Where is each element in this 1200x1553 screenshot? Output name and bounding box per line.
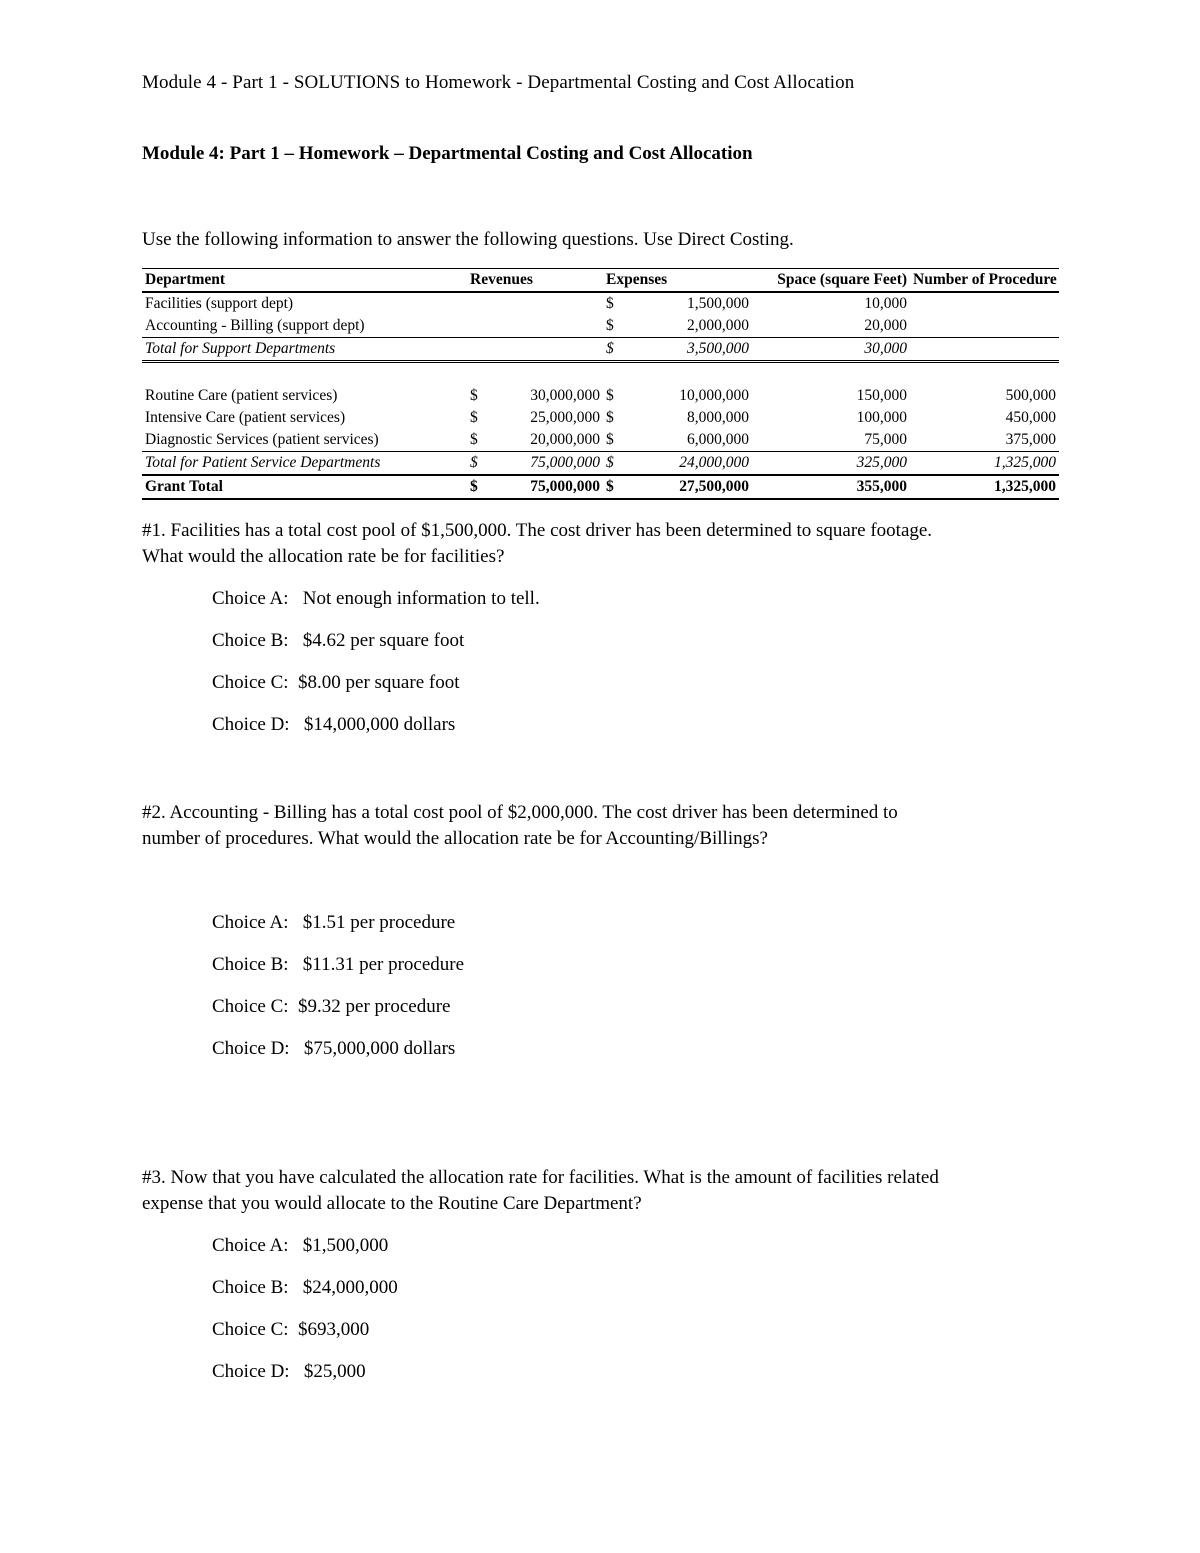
choice-text: $1,500,000: [302, 1235, 389, 1256]
choice-label: Choice B:: [212, 1277, 289, 1298]
procedures-value: 375,000: [1005, 431, 1057, 448]
choice-3d: [212, 1361, 366, 1383]
question-3: [142, 1165, 1072, 1217]
space-value: 20,000: [864, 317, 908, 334]
revenue-value: 25,000,000: [530, 409, 601, 426]
choice-label: Choice D:: [212, 1038, 290, 1059]
department-name: Facilities (support dept): [145, 295, 294, 312]
choice-label: Choice C:: [212, 1319, 289, 1340]
expense-currency: $: [606, 317, 614, 334]
department-name: Total for Patient Service Departments: [142, 452, 467, 476]
choice-label: Choice B:: [212, 954, 289, 975]
expense-value: 3,500,000: [633, 338, 752, 362]
choice-text: $1.51 per procedure: [302, 912, 456, 933]
revenue-value: 30,000,000: [530, 387, 601, 404]
column-header-department: Department: [142, 269, 467, 293]
revenue-value: [497, 292, 603, 315]
expense-currency: $: [606, 295, 614, 312]
support-total-row: [142, 338, 1059, 362]
column-header-revenues: Revenues: [467, 269, 603, 293]
choice-text: $24,000,000: [302, 1277, 398, 1298]
choice-2c: [212, 996, 451, 1018]
space-value: 325,000: [752, 452, 910, 476]
column-header-space: Space (square Feet): [752, 269, 910, 293]
revenue-currency: $: [470, 409, 478, 426]
question-2: [142, 800, 1072, 852]
expense-value: 24,000,000: [633, 452, 752, 476]
revenue-currency: $: [470, 431, 478, 448]
revenue-currency: [467, 338, 497, 362]
instructions-text: Use the following information to answer the following questions. Use Direct Costing.: [142, 229, 794, 250]
expense-currency: $: [603, 338, 633, 362]
table-row: [142, 429, 1059, 452]
question-text-line: #3. Now that you have calculated the allocation rate for facilities. What is the amount of facilities related: [142, 1167, 939, 1188]
question-text-line: expense that you would allocate to the Routine Care Department?: [142, 1193, 642, 1214]
choice-text: Not enough information to tell.: [302, 588, 540, 609]
choice-label: Choice B:: [212, 630, 289, 651]
procedures-value: [910, 292, 1059, 315]
expense-value: 27,500,000: [633, 475, 752, 499]
choice-text: $9.32 per procedure: [298, 996, 451, 1017]
procedures-value: [910, 315, 1059, 338]
expense-value: 1,500,000: [687, 295, 750, 312]
choice-text: $11.31 per procedure: [302, 954, 465, 975]
choice-text: $693,000: [298, 1319, 370, 1340]
choice-1c: [212, 672, 460, 694]
procedures-value: [910, 338, 1059, 362]
table-header-row: [142, 269, 1059, 293]
space-value: 150,000: [856, 387, 908, 404]
question-text-line: What would the allocation rate be for facilities?: [142, 546, 505, 567]
document-title: Module 4: Part 1 – Homework – Departmental Costing and Cost Allocation: [142, 143, 753, 164]
expense-currency: $: [606, 431, 614, 448]
space-value: 355,000: [752, 475, 910, 499]
spacer-row: [142, 362, 1059, 386]
choice-text: $4.62 per square foot: [302, 630, 465, 651]
department-cost-table: [142, 268, 1059, 500]
choice-2b: [212, 954, 464, 976]
choice-2a: [212, 912, 455, 934]
expense-currency: $: [606, 409, 614, 426]
column-header-procedures: Number of Procedure: [910, 269, 1059, 293]
revenue-value: [497, 338, 603, 362]
expense-value: 6,000,000: [687, 431, 750, 448]
table-row: [142, 292, 1059, 315]
procedures-value: 1,325,000: [910, 475, 1059, 499]
revenue-value: 75,000,000: [497, 475, 603, 499]
grand-total-row: [142, 475, 1059, 499]
revenue-currency: $: [470, 387, 478, 404]
question-text-line: #1. Facilities has a total cost pool of $1,500,000. The cost driver has been determined to square footage.: [142, 520, 933, 541]
choice-2d: [212, 1038, 455, 1060]
table-row: [142, 385, 1059, 407]
choice-3a: [212, 1235, 388, 1257]
expense-currency: $: [603, 452, 633, 476]
space-value: 100,000: [856, 409, 908, 426]
expense-currency: $: [606, 387, 614, 404]
revenue-value: [497, 315, 603, 338]
question-1: [142, 518, 1072, 570]
patient-total-row: [142, 452, 1059, 476]
choice-label: Choice D:: [212, 714, 290, 735]
choice-label: Choice A:: [212, 1235, 289, 1256]
choice-3b: [212, 1277, 398, 1299]
column-header-expenses: Expenses: [603, 269, 752, 293]
space-value: 75,000: [864, 431, 908, 448]
choice-label: Choice C:: [212, 672, 289, 693]
page-header: Module 4 - Part 1 - SOLUTIONS to Homework - Departmental Costing and Cost Allocation: [142, 72, 855, 93]
expense-value: 10,000,000: [679, 387, 750, 404]
revenue-value: 20,000,000: [530, 431, 601, 448]
space-value: 30,000: [752, 338, 910, 362]
choice-text: $25,000: [303, 1361, 366, 1382]
choice-1b: [212, 630, 464, 652]
expense-currency: $: [603, 475, 633, 499]
choice-label: Choice A:: [212, 912, 289, 933]
choice-1a: [212, 588, 540, 610]
expense-value: 2,000,000: [687, 317, 750, 334]
space-value: 10,000: [864, 295, 908, 312]
choice-text: $8.00 per square foot: [298, 672, 460, 693]
table-row: [142, 315, 1059, 338]
choice-label: Choice C:: [212, 996, 289, 1017]
department-name: Total for Support Departments: [142, 338, 467, 362]
question-text-line: number of procedures. What would the allocation rate be for Accounting/Billings?: [142, 828, 768, 849]
choice-3c: [212, 1319, 369, 1341]
expense-value: 8,000,000: [687, 409, 750, 426]
department-name: Intensive Care (patient services): [145, 409, 346, 426]
department-name: Grant Total: [142, 475, 467, 499]
choice-label: Choice A:: [212, 588, 289, 609]
revenue-value: 75,000,000: [497, 452, 603, 476]
revenue-currency: $: [467, 475, 497, 499]
question-text-line: #2. Accounting - Billing has a total cost pool of $2,000,000. The cost driver has been determined to: [142, 802, 898, 823]
revenue-currency: $: [467, 452, 497, 476]
revenue-currency: [467, 292, 497, 315]
choice-1d: [212, 714, 455, 736]
department-name: Routine Care (patient services): [145, 387, 338, 404]
procedures-value: 1,325,000: [910, 452, 1059, 476]
revenue-currency: [467, 315, 497, 338]
department-name: Accounting - Billing (support dept): [145, 317, 365, 334]
procedures-value: 500,000: [1005, 387, 1057, 404]
choice-label: Choice D:: [212, 1361, 290, 1382]
choice-text: $14,000,000 dollars: [303, 714, 456, 735]
procedures-value: 450,000: [1005, 409, 1057, 426]
department-name: Diagnostic Services (patient services): [145, 431, 379, 448]
choice-text: $75,000,000 dollars: [303, 1038, 456, 1059]
table-row: [142, 407, 1059, 429]
